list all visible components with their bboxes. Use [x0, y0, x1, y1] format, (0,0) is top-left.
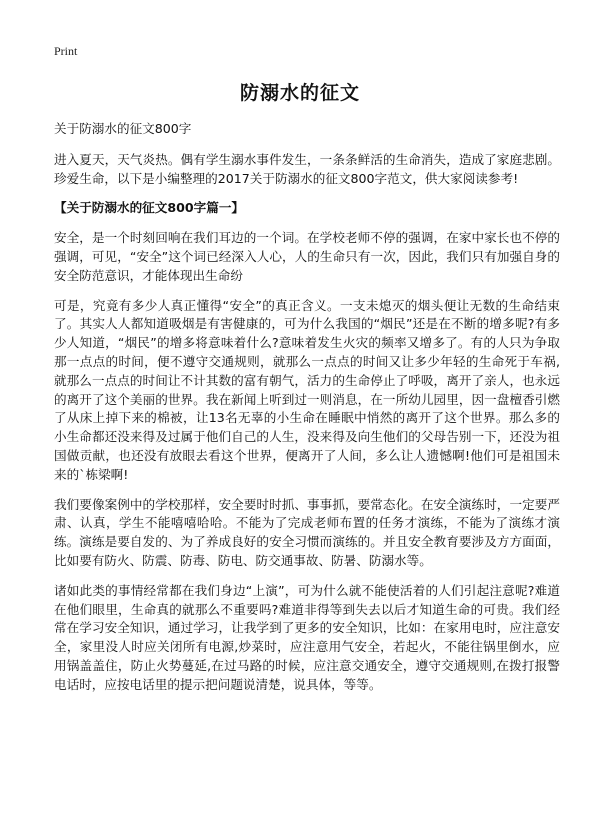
article-subtitle: 关于防溺水的征文800字: [54, 121, 192, 136]
body-paragraph: 诸如此类的事情经常都在我们身边“上演”，可为什么就不能使活着的人们引起注意呢?难道在他们眼里，生命真的就那么不重要吗?难道非得等到失去以后才知道生命的可贵。我们经常在学习安全知识，通过学习，让我学到了更多的安全知识，比如：在家用电时，应注意安全，家里没人时应关闭所有电源,炒菜时，应注意用气安全，若起火，不能往锅里倒水，应用锅盖盖住，防止火势蔓延,在过马路的时候，应注意交通安全，遵守交通规则,在拨打报警电话时，应按电话里的提示把问题说清楚，说具体，等等。: [54, 582, 560, 692]
print-label: Print: [54, 44, 78, 58]
article-body: [54, 120, 560, 706]
page-title: 防溺水的征文: [239, 82, 360, 104]
body-paragraph: 我们要像案例中的学校那样，安全要时时抓、事事抓，要常态化。在安全演练时，一定要严肃、认真，学生不能嘻嘻哈哈。不能为了完成老师布置的任务才演练，不能为了演练才演练。演练是要自发的、为了养成良好的安全习惯而演练的。并且安全教育要涉及方方面面，比如要有防火、防震、防毒、防电、防交通事故、防暑、防溺水等。: [54, 496, 560, 568]
intro-paragraph: 进入夏天，天气炎热。偶有学生溺水事件发生，一条条鲜活的生命消失，造成了家庭悲剧。珍爱生命，以下是小编整理的2017关于防溺水的征文800字范文，供大家阅读参考!: [54, 151, 560, 186]
body-paragraph: 可是，究竟有多少人真正懂得“安全”的真正含义。一支未熄灭的烟头便让无数的生命结束了。其实人人都知道吸烟是有害健康的，可为什么我国的“烟民”还是在不断的增多呢?有多少人知道，“烟民”的增多将意味着什么?意味着发生火灾的频率又增多了。有的人只为争取那一点点的时间，便不遵守交通规则，就那么一点点的时间又让多少年轻的生命死于车祸,就那么一点点的时间让不计其数的富有朝气，活力的生命停止了呼吸，离开了亲人，也永远的离开了这个美丽的世界。我在新闻上听到过一则消息，在一所幼儿园里，因一盘檀香引燃了从床上掉下来的棉被，让13名无辜的小生命在睡眠中悄然的离开了这个世界。那么多的小生命都还没来得及过属于他们自己的人生，没来得及向生他们的父母告别一下，还没为祖国做贡献，也还没有放眼去看这个世界，便离开了人间，多么让人遗憾啊!他们可是祖国未来的`栋梁啊!: [54, 297, 560, 482]
section-heading: 【关于防溺水的征文800字篇一】: [54, 200, 245, 216]
body-paragraph: 安全，是一个时刻回响在我们耳边的一个词。在学校老师不停的强调，在家中家长也不停的强调，可见，“安全”这个词已经深入人心，人的生命只有一次，因此，我们只有加强自身的安全防范意识，才能体现出生命纷: [54, 230, 560, 283]
